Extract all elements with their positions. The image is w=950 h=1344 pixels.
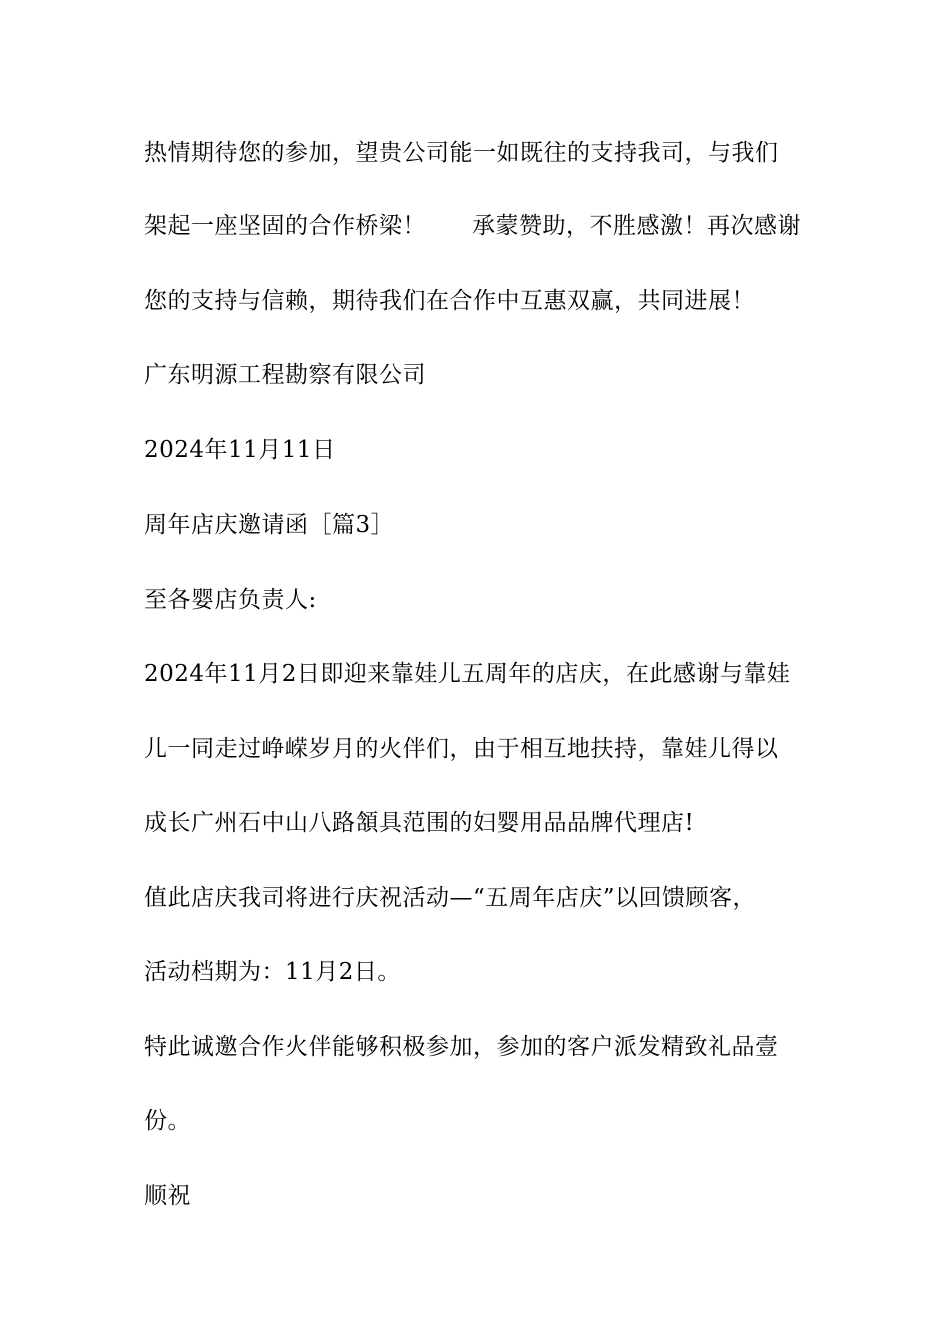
paragraph-line: 特此诚邀合作火伴能够积极参加，参加的客户派发精致礼品壹 bbox=[144, 1034, 779, 1060]
paragraph-line: 热情期待您的参加，望贵公司能一如既往的支持我司，与我们 bbox=[144, 140, 779, 166]
closing-text: 顺祝 bbox=[144, 1183, 191, 1209]
section-title: 周年店庆邀请函［篇3］ bbox=[144, 512, 395, 538]
paragraph-line: 儿一同走过峥嵘岁月的火伴们，由于相互地扶持，靠娃儿得以 bbox=[144, 736, 779, 762]
paragraph-line: 份。 bbox=[144, 1108, 191, 1134]
paragraph-line bbox=[144, 211, 824, 241]
paragraph-line: 2024年11月2日即迎来靠娃儿五周年的店庆，在此感谢与靠娃 bbox=[144, 661, 791, 687]
signature-date: 2024年11月11日 bbox=[144, 437, 336, 463]
paragraph-text: 承蒙赞助，不胜感激！再次感谢 bbox=[472, 213, 801, 239]
paragraph-line: 成长广州石中山八路頷具范围的妇婴用品品牌代理店! bbox=[144, 810, 695, 836]
paragraph-line: 您的支持与信赖，期待我们在合作中互惠双赢，共同进展！ bbox=[144, 288, 755, 314]
paragraph-line: 活动档期为：11月2日。 bbox=[144, 959, 401, 985]
paragraph-line: 值此店庆我司将进行庆祝活动—“五周年店庆”以回馈顾客， bbox=[144, 885, 757, 911]
salutation: 至各婴店负责人: bbox=[144, 587, 317, 613]
company-name: 广东明源工程勘察有限公司 bbox=[144, 362, 426, 388]
paragraph-text: 架起一座坚固的合作桥梁！ bbox=[144, 213, 426, 239]
